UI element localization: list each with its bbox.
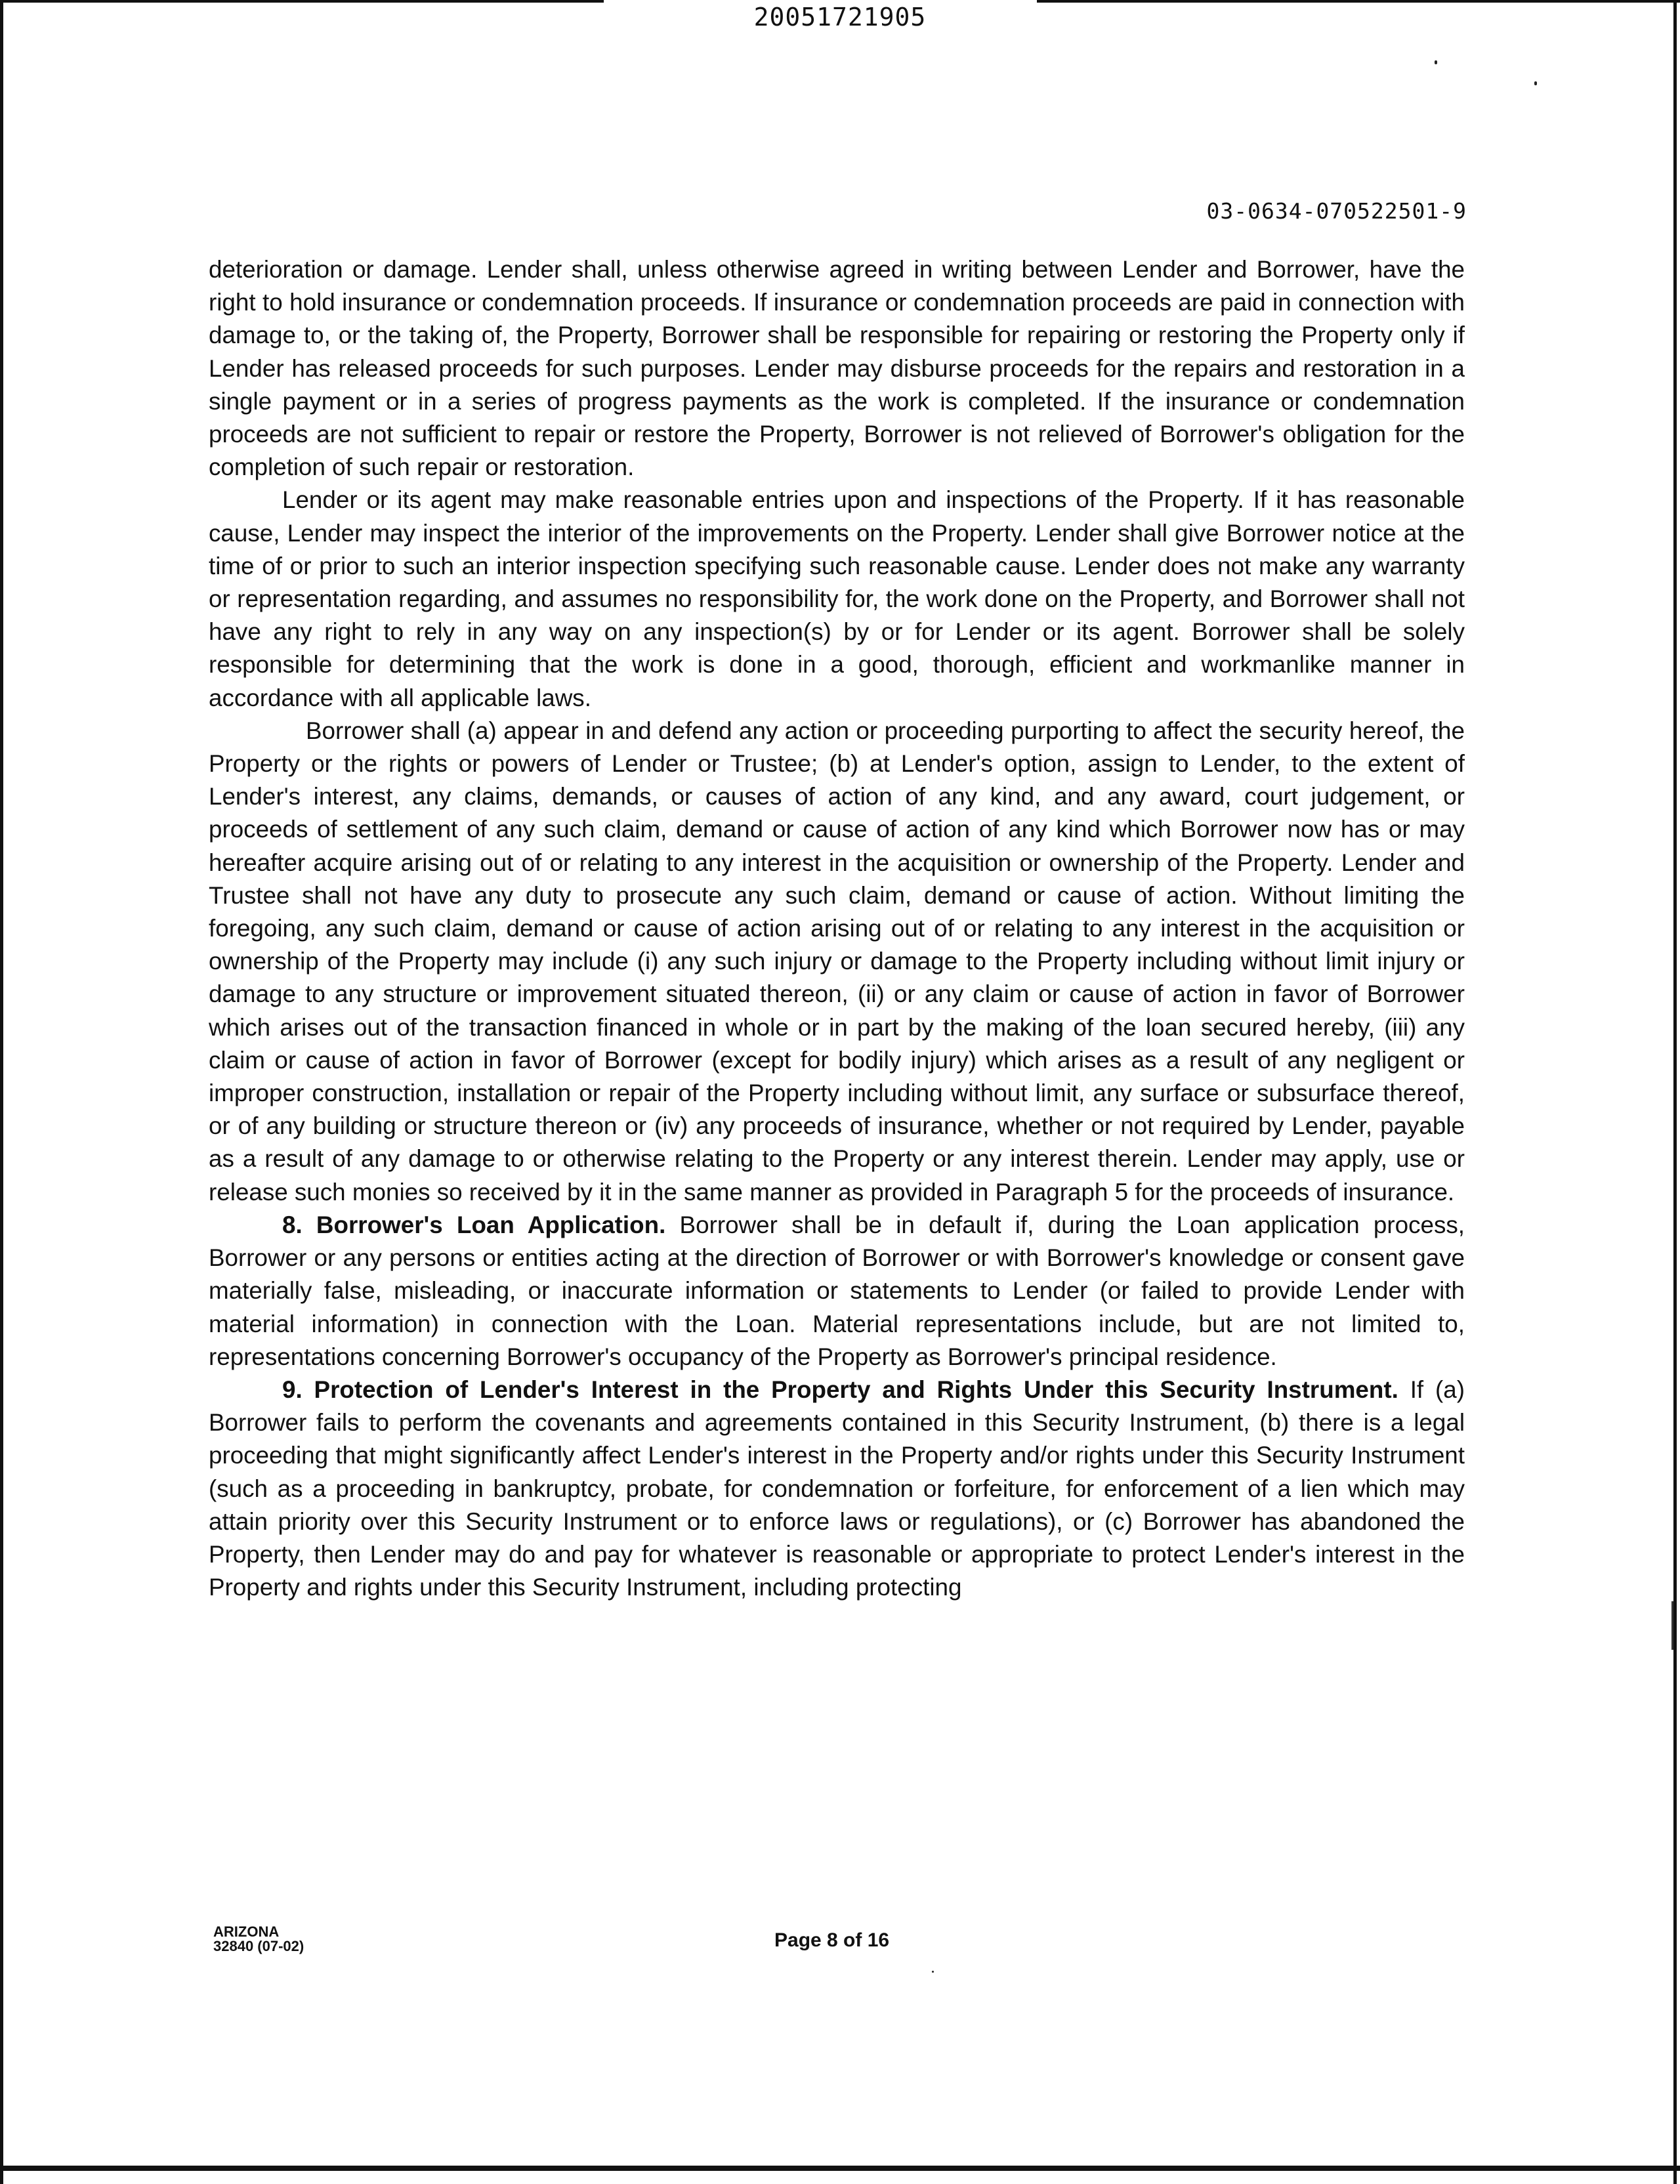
- footer-form-id: [213, 1925, 304, 1954]
- section-8-text: Borrower shall be in default if, during the Loan application process, Borrower or any persons or entities acting at the direction of Borrower or with Borrower's knowledge or consent gave materially false, misleading, or inaccurate information or statements to Lender (or failed to provide Lender with material information) in connection with the Loan. Material representations include, but are not limited to, representations concerning Borrower's occupancy of the Property as Borrower's principal residence.: [209, 1211, 1465, 1370]
- section-9-heading: 9. Protection of Lender's Interest in the Property and Rights Under this Security Instrument.: [282, 1376, 1398, 1403]
- section-9-protection-of-interest: [209, 1374, 1465, 1604]
- scan-border-right: [1673, 0, 1677, 2184]
- scan-speck: [1534, 81, 1537, 85]
- scan-speck: [1435, 60, 1437, 64]
- paragraph-defense-of-claims: Borrower shall (a) appear in and defend any action or proceeding purporting to affect the security hereof, the Property or the rights or powers of Lender or Trustee; (b) at Lender's option, assign to Lender, to the extent of Lender's interest, any claims, demands, or causes of action of any kind, and any award, court judgement, or proceeds of settlement of any such claim, demand or cause of action of any kind which Borrower now has or may hereafter acquire arising out of or relating to any interest in the acquisition or ownership of the Property. Lender and Trustee shall not have any duty to prosecute any such claim, demand or cause of action. Without limiting the foregoing, any such claim, demand or cause of action arising out of or relating to any interest in the acquisition or ownership of the Property may include (i) any such injury or damage to the Property including without limit injury or damage to any structure or improvement situated thereon, (ii) or any claim or cause of action in favor of Borrower which arises out of the transaction financed in whole or in part by the making of the loan secured hereby, (iii) any claim or cause of action in favor of Borrower (except for bodily injury) which arises as a result of any negligent or improper construction, installation or repair of the Property including without limit, any surface or subsurface thereof, or of any building or structure thereon or (iv) any proceeds of insurance, whether or not required by Lender, payable as a result of any damage to or otherwise relating to the Property or any interest therein. Lender may apply, use or release such monies so received by it in the same manner as provided in Paragraph 5 for the proceeds of insurance.: [209, 717, 1465, 1206]
- document-body: [209, 253, 1465, 1604]
- scan-border-bottom: [0, 2166, 1680, 2171]
- footer-state: ARIZONA: [213, 1923, 280, 1940]
- paragraph-inspection: Lender or its agent may make reasonable entries upon and inspections of the Property. If it has reasonable cause, Lender may inspect the interior of the improvements on the Property. Lender shall give Borrower notice at the time of or prior to such an interior inspection specifying such reasonable cause. Lender does not make any warranty or representation regarding, and assumes no responsibility for, the work done on the Property, and Borrower shall not have any right to rely in any way on any inspection(s) by or for Lender or its agent. Borrower shall be solely responsible for determining that the work is done in a good, thorough, efficient and workmanlike manner in accordance with all applicable laws.: [209, 486, 1465, 711]
- section-8-heading: 8. Borrower's Loan Application.: [282, 1211, 666, 1238]
- scan-edge-mark: [1671, 1601, 1673, 1650]
- scan-border-left: [0, 0, 3, 2184]
- loan-number: 03-0634-070522501-9: [1206, 198, 1467, 224]
- section-9-text: If (a) Borrower fails to perform the covenants and agreements contained in this Security Instrument, (b) there is a legal proceeding that might significantly affect Lender's interest in the Property and/or rights under this Security Instrument (such as a proceeding in bankruptcy, probate, for condemnation or forfeiture, for enforcement of a lien which may attain priority over this Security Instrument or to enforce laws or regulations), or (c) Borrower has abandoned the Property, then Lender may do and pay for whatever is reasonable or appropriate to protect Lender's interest in the Property and rights under this Security Instrument, including protecting: [209, 1376, 1465, 1601]
- footer-form-code: 32840 (07-02): [213, 1938, 304, 1954]
- paragraph-continuation: deterioration or damage. Lender shall, unless otherwise agreed in writing between Lender and Borrower, have the right to hold insurance or condemnation proceeds. If insurance or condemnation proceeds are paid in connection with damage to, or the taking of, the Property, Borrower shall be responsible for repairing or restoring the Property only if Lender has released proceeds for such purposes. Lender may disburse proceeds for the repairs and restoration in a single payment or in a series of progress payments as the work is completed. If the insurance or condemnation proceeds are not sufficient to repair or restore the Property, Borrower is not relieved of Borrower's obligation for the completion of such repair or restoration.: [209, 256, 1465, 481]
- section-8-loan-application: [209, 1209, 1465, 1374]
- scan-speck: [932, 1971, 934, 1973]
- recording-stamp-number: 20051721905: [753, 3, 927, 32]
- page-number: Page 8 of 16: [774, 1929, 890, 1951]
